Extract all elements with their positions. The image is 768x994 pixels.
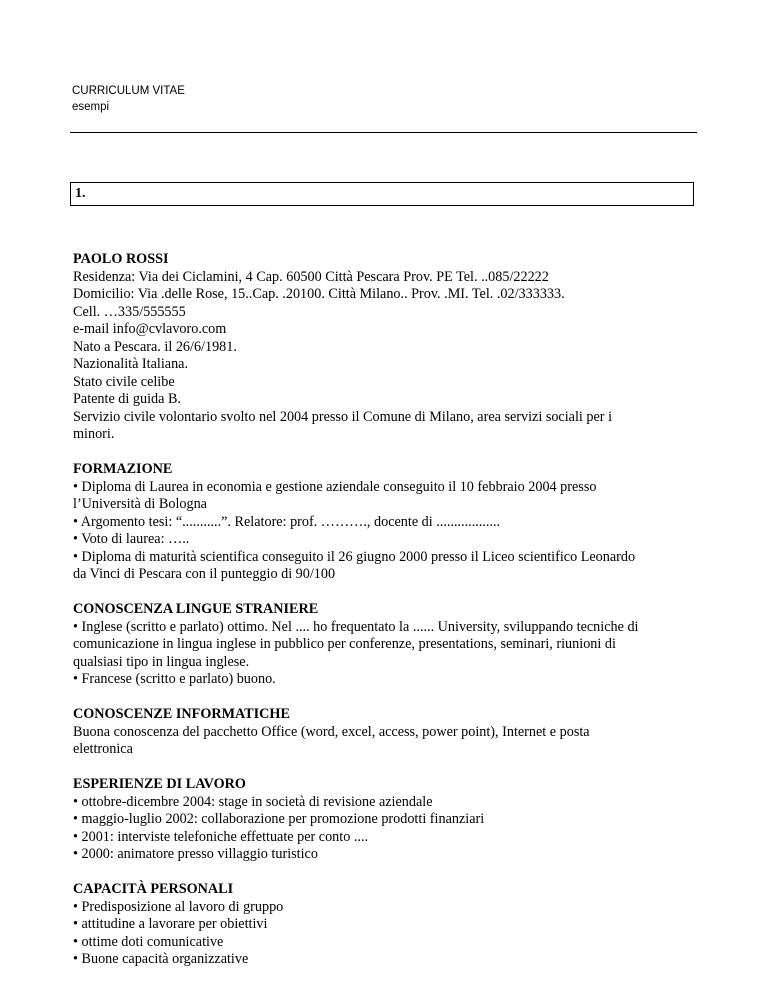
section-number: 1. — [75, 186, 86, 201]
personal-line: e-mail info@cvlavoro.com — [73, 321, 227, 337]
section-heading: ESPERIENZE DI LAVORO — [73, 776, 246, 792]
section-line: • Voto di laurea: ….. — [73, 531, 190, 547]
section-capacita — [73, 881, 705, 969]
section-line: qualsiasi tipo in lingua inglese. — [73, 653, 250, 670]
section-line: • attitudine a lavorare per obiettivi — [73, 916, 268, 932]
header-subtitle: esempi — [72, 101, 110, 113]
section-line: • Buone capacità organizzative — [73, 951, 249, 967]
section-line: • Diploma di Laurea in economia e gestione aziendale conseguito il 10 febbraio 2004 presso — [73, 478, 597, 495]
section-line: elettronica — [73, 741, 133, 757]
section-heading: CONOSCENZE INFORMATICHE — [73, 706, 290, 722]
section-line: Buona conoscenza del pacchetto Office (word, excel, access, power point), Internet e posta — [73, 723, 590, 740]
section-heading: FORMAZIONE — [73, 461, 173, 477]
personal-line: Cell. …335/555555 — [73, 303, 186, 320]
page-header — [72, 83, 185, 115]
section-line: comunicazione in lingua inglese in pubblico per conferenze, presentations, seminari, riunioni di — [73, 636, 616, 652]
section-informatiche — [73, 706, 705, 759]
section-line: • Argomento tesi: “...........”. Relatore: prof. ………., docente di .................. — [73, 513, 501, 530]
personal-line: Patente di guida B. — [73, 391, 181, 407]
section-line: • ottobre-dicembre 2004: stage in società di revisione aziendale — [73, 793, 433, 810]
header-title: CURRICULUM VITAE — [72, 85, 185, 97]
personal-line: Stato civile celibe — [73, 373, 175, 390]
section-line: da Vinci di Pescara con il punteggio di 90/100 — [73, 566, 336, 582]
section-line: • 2001: interviste telefoniche effettuate per conto .... — [73, 828, 369, 845]
section-heading: CONOSCENZA LINGUE STRANIERE — [73, 601, 319, 617]
personal-line: minori. — [73, 426, 115, 442]
section-line: • Predisposizione al lavoro di gruppo — [73, 898, 284, 915]
personal-info — [73, 251, 705, 444]
personal-line: Servizio civile volontario svolto nel 2004 presso il Comune di Milano, area servizi sociali per i — [73, 408, 613, 425]
cv-content — [73, 251, 705, 969]
section-heading: CAPACITÀ PERSONALI — [73, 881, 234, 897]
section-lingue — [73, 601, 705, 689]
section-number-box — [70, 182, 694, 206]
person-name: PAOLO ROSSI — [73, 251, 169, 267]
section-line: • ottime doti comunicative — [73, 933, 224, 950]
personal-line: Nazionalità Italiana. — [73, 356, 189, 372]
section-line: • 2000: animatore presso villaggio turistico — [73, 846, 318, 862]
personal-line: Residenza: Via dei Ciclamini, 4 Cap. 60500 Città Pescara Prov. PE Tel. ..085/22222 — [73, 268, 549, 285]
personal-line: Nato a Pescara. il 26/6/1981. — [73, 338, 237, 355]
header-divider — [70, 132, 697, 133]
section-line: l’Università di Bologna — [73, 496, 207, 512]
section-line: • maggio-luglio 2002: collaborazione per promozione prodotti finanziari — [73, 811, 485, 827]
section-line: • Inglese (scritto e parlato) ottimo. Nel .... ho frequentato la ...... University, sviluppando tecniche di — [73, 618, 639, 635]
section-esperienze — [73, 776, 705, 864]
section-formazione — [73, 461, 705, 584]
section-line: • Diploma di maturità scientifica conseguito il 26 giugno 2000 presso il Liceo scientifico Leonardo — [73, 548, 636, 565]
personal-line: Domicilio: Via .delle Rose, 15..Cap. .20100. Città Milano.. Prov. .MI. Tel. .02/333333. — [73, 286, 565, 302]
section-line: • Francese (scritto e parlato) buono. — [73, 671, 276, 687]
